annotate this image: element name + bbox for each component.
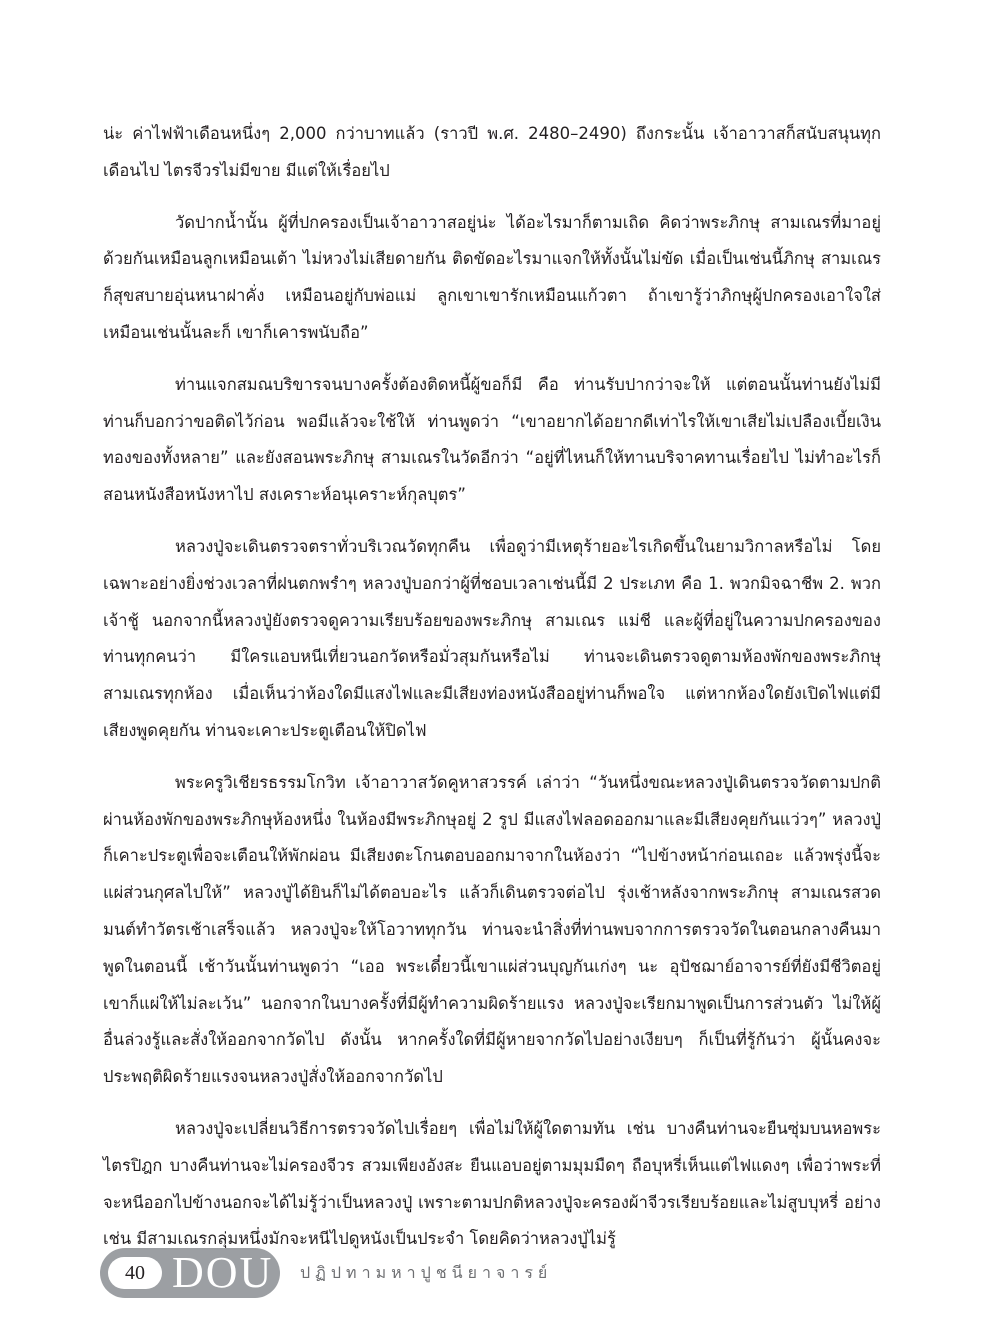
paragraph: หลวงปู่จะเดินตรวจตราทั่วบริเวณวัดทุกคืน เพื่อดูว่ามีเหตุร้ายอะไรเกิดขึ้นในยามวิกาลหรือไม่ โดยเฉพาะอย่างยิ่งช่วงเวลาที่ฝนตกพรำๆ หลวงปู่บอกว่าผู้ที่ชอบเวลาเช่นนี้มี 2 ประเภท คือ 1. พวกมิจฉาชีพ 2. พวกเจ้าชู้ นอกจากนี้หลวงปู่ยังตรวจดูความเรียบร้อยของพระภิกษุ สามเณร แม่ชี และผู้ที่อยู่ในความปกครองของท่านทุกคนว่า มีใครแอบหนีเที่ยวนอกวัดหรือมั่วสุมกันหรือไม่ ท่านจะเดินตรวจดูตามห้องพักของพระภิกษุ สามเณรทุกห้อง เมื่อเห็นว่าห้องใดมีแสงไฟและมีเสียงท่องหนังสืออยู่ท่านก็พอใจ แต่หากห้องใดยังเปิดไฟแต่มีเสียงพูดคุยกัน ท่านจะเคาะประตูเตือนให้ปิดไฟ <box>103 536 881 740</box>
page-body <box>103 116 881 1258</box>
paragraph: หลวงปู่จะเปลี่ยนวิธีการตรวจวัดไปเรื่อยๆ เพื่อไม่ให้ผู้ใดตามทัน เช่น บางคืนท่านจะยืนซุ่มบนหอพระไตรปิฎก บางคืนท่านจะไม่ครองจีวร สวมเพียงอังสะ ยืนแอบอยู่ตามมุมมืดๆ ถือบุหรี่เห็นแต่ไฟแดงๆ เพื่อว่าพระที่จะหนีออกไปข้างนอกจะได้ไม่รู้ว่าเป็นหลวงปู่ เพราะตามปกติหลวงปู่จะครองผ้าจีวรเรียบร้อยและไม่สูบบุหรี่ อย่างเช่น มีสามเณรกลุ่มหนึ่งมักจะหนีไปดูหนังเป็นประจำ โดยคิดว่าหลวงปู่ไม่รู้ <box>103 1118 881 1249</box>
page-number: 40 <box>108 1257 162 1289</box>
book-title: ปฏิปทามหาปูชนียาจารย์ <box>300 1263 553 1282</box>
paragraph: น่ะ ค่าไฟฟ้าเดือนหนึ่งๆ 2,000 กว่าบาทแล้ว (ราวปี พ.ศ. 2480–2490) ถึงกระนั้น เจ้าอาวาสก็สนับสนุนทุกเดือนไป ไตรจีวรไม่มีขาย มีแต่ให้เรื่อยไป <box>103 124 881 180</box>
footer-badge <box>100 1248 280 1298</box>
page-footer <box>100 1248 900 1298</box>
paragraph: วัดปากน้ำนั้น ผู้ที่ปกครองเป็นเจ้าอาวาสอยู่น่ะ ได้อะไรมาก็ตามเถิด คิดว่าพระภิกษุ สามเณรที่มาอยู่ด้วยกันเหมือนลูกเหมือนเต้า ไม่หวงไม่เสียดายกัน ติดขัดอะไรมาแจกให้ทั้งนั้นไม่ขัด เมื่อเป็นเช่นนี้ภิกษุ สามเณรก็สุขสบายอุ่นหนาฝาคั่ง เหมือนอยู่กับพ่อแม่ ลูกเขาเขารักเหมือนแก้วตา ถ้าเขารู้ว่าภิกษุผู้ปกครองเอาใจใส่เหมือนเช่นนั้นละก็ เขาก็เคารพนับถือ” <box>103 212 881 342</box>
paragraph: ท่านแจกสมณบริขารจนบางครั้งต้องติดหนี้ผู้ขอก็มี คือ ท่านรับปากว่าจะให้ แต่ตอนนั้นท่านยังไม่มี ท่านก็บอกว่าขอติดไว้ก่อน พอมีแล้วจะใช้ให้ ท่านพูดว่า “เขาอยากได้อยากดีเท่าไรให้เขาเสียไม่เปลืองเบี้ยเงินทองของทั้งหลาย” และยังสอนพระภิกษุ สามเณรในวัดอีกว่า “อยู่ที่ไหนก็ให้ทานบริจาคทานเรื่อยไป ไม่ทำอะไรก็สอนหนังสือหนังหาไป สงเคราะห์อนุเคราะห์กุลบุตร” <box>103 374 881 505</box>
paragraph: พระครูวิเชียรธรรมโกวิท เจ้าอาวาสวัดคูหาสวรรค์ เล่าว่า “วันหนึ่งขณะหลวงปู่เดินตรวจวัดตามปกติ ผ่านห้องพักของพระภิกษุห้องหนึ่ง ในห้องมีพระภิกษุอยู่ 2 รูป มีแสงไฟลอดออกมาและมีเสียงคุยกันแว่วๆ” หลวงปู่ก็เคาะประตูเพื่อจะเตือนให้พักผ่อน มีเสียงตะโกนตอบออกมาจากในห้องว่า “ไปข้างหน้าก่อนเถอะ แล้วพรุ่งนี้จะแผ่ส่วนกุศลไปให้” หลวงปู่ได้ยินก็ไม่ได้ตอบอะไร แล้วก็เดินตรวจต่อไป รุ่งเช้าหลังจากพระภิกษุ สามเณรสวดมนต์ทำวัตรเช้าเสร็จแล้ว หลวงปู่จะให้โอวาททุกวัน ท่านจะนำสิ่งที่ท่านพบจากการตรวจวัดในตอนกลางคืนมาพูดในตอนนี้ เช้าวันนั้นท่านพูดว่า “เออ พระเดี๋ยวนี้เขาแผ่ส่วนบุญกันเก่งๆ นะ อุปัชฌาย์อาจารย์ที่ยังมีชีวิตอยู่ เขาก็แผ่ให้ไม่ละเว้น” นอกจากในบางครั้งที่มีผู้ทำความผิดร้ายแรง หลวงปู่จะเรียกมาพูดเป็นการส่วนตัว ไม่ให้ผู้อื่นล่วงรู้และสั่งให้ออกจากวัดไป ดังนั้น หากครั้งใดที่มีผู้หายจากวัดไปอย่างเงียบๆ ก็เป็นที่รู้กันว่า ผู้นั้นคงจะประพฤติผิดร้ายแรงจนหลวงปู่สั่งให้ออกจากวัดไป <box>103 772 881 1087</box>
dou-logo: DOU <box>172 1248 274 1297</box>
